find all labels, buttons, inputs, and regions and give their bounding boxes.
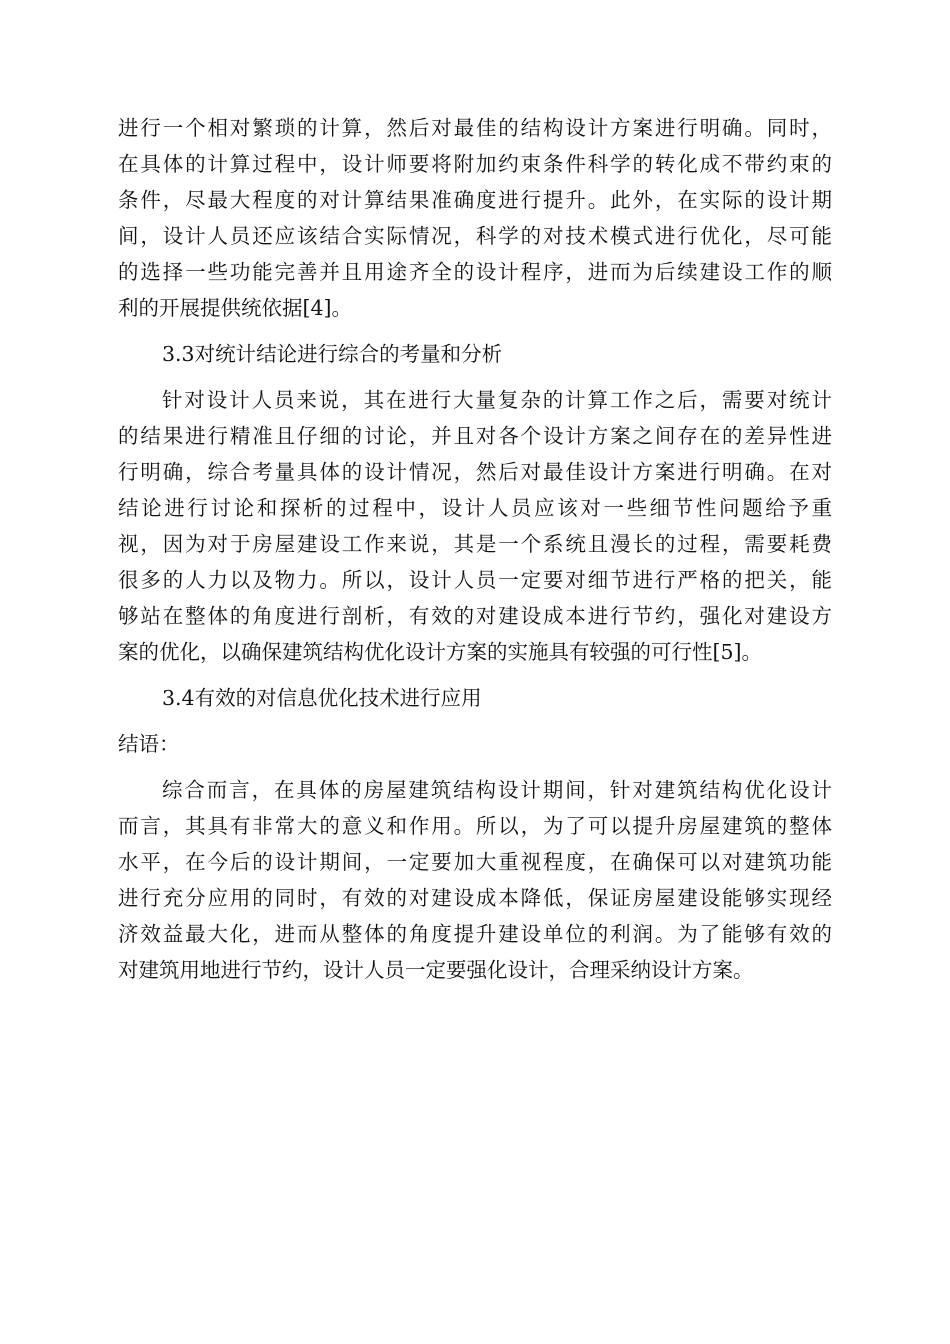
document-page bbox=[118, 110, 832, 988]
text-line: 很多的人力以及物力。所以，设计人员一定要对细节进行严格的把关，能 bbox=[118, 568, 832, 592]
text-line: 而言，其具有非常大的意义和作用。所以，为了可以提升房屋建筑的整体 bbox=[118, 814, 832, 838]
text-line: 案的优化，以确保建筑结构优化设计方案的实施具有较强的可行性[5]。 bbox=[118, 640, 763, 664]
text-line: 行明确，综合考量具体的设计情况，然后对最佳设计方案进行明确。在对 bbox=[118, 460, 832, 484]
text-line: 对建筑用地进行节约，设计人员一定要强化设计，合理采纳设计方案。 bbox=[118, 958, 754, 982]
paragraph-calculation bbox=[118, 110, 832, 326]
text-line: 结论进行讨论和探析的过程中，设计人员应该对一些细节性问题给予重 bbox=[118, 496, 832, 520]
text-line: 条件，尽最大程度的对计算结果准确度进行提升。此外，在实际的设计期 bbox=[118, 188, 832, 212]
text-line: 进行充分应用的同时，有效的对建设成本降低，保证房屋建设能够实现经 bbox=[118, 886, 832, 910]
text-line: 进行一个相对繁琐的计算，然后对最佳的结构设计方案进行明确。同时， bbox=[118, 116, 832, 140]
text-line: 视，因为对于房屋建设工作来说，其是一个系统且漫长的过程，需要耗费 bbox=[118, 532, 832, 556]
text-line: 利的开展提供统依据[4]。 bbox=[118, 296, 353, 320]
section-heading-3-3: 3.3对统计结论进行综合的考量和分析 bbox=[162, 342, 503, 366]
text-line: 间，设计人员还应该结合实际情况，科学的对技术模式进行优化，尽可能 bbox=[118, 224, 832, 248]
text-line: 综合而言，在具体的房屋建筑结构设计期间，针对建筑结构优化设计 bbox=[162, 778, 832, 802]
text-line: 在具体的计算过程中，设计师要将附加约束条件科学的转化成不带约束的 bbox=[118, 152, 832, 176]
paragraph-statistics bbox=[118, 382, 832, 670]
paragraph-conclusion bbox=[118, 772, 832, 988]
text-line: 的选择一些功能完善并且用途齐全的设计程序，进而为后续建设工作的顺 bbox=[118, 260, 832, 284]
text-line: 针对设计人员来说，其在进行大量复杂的计算工作之后，需要对统计 bbox=[162, 388, 832, 412]
conclusion-label: 结语： bbox=[118, 732, 180, 756]
section-heading-3-4: 3.4有效的对信息优化技术进行应用 bbox=[162, 686, 482, 710]
text-line: 的结果进行精准且仔细的讨论，并且对各个设计方案之间存在的差异性进 bbox=[118, 424, 832, 448]
text-line: 水平，在今后的设计期间，一定要加大重视程度，在确保可以对建筑功能 bbox=[118, 850, 832, 874]
text-line: 济效益最大化，进而从整体的角度提升建设单位的利润。为了能够有效的 bbox=[118, 922, 832, 946]
text-line: 够站在整体的角度进行剖析，有效的对建设成本进行节约，强化对建设方 bbox=[118, 604, 832, 628]
